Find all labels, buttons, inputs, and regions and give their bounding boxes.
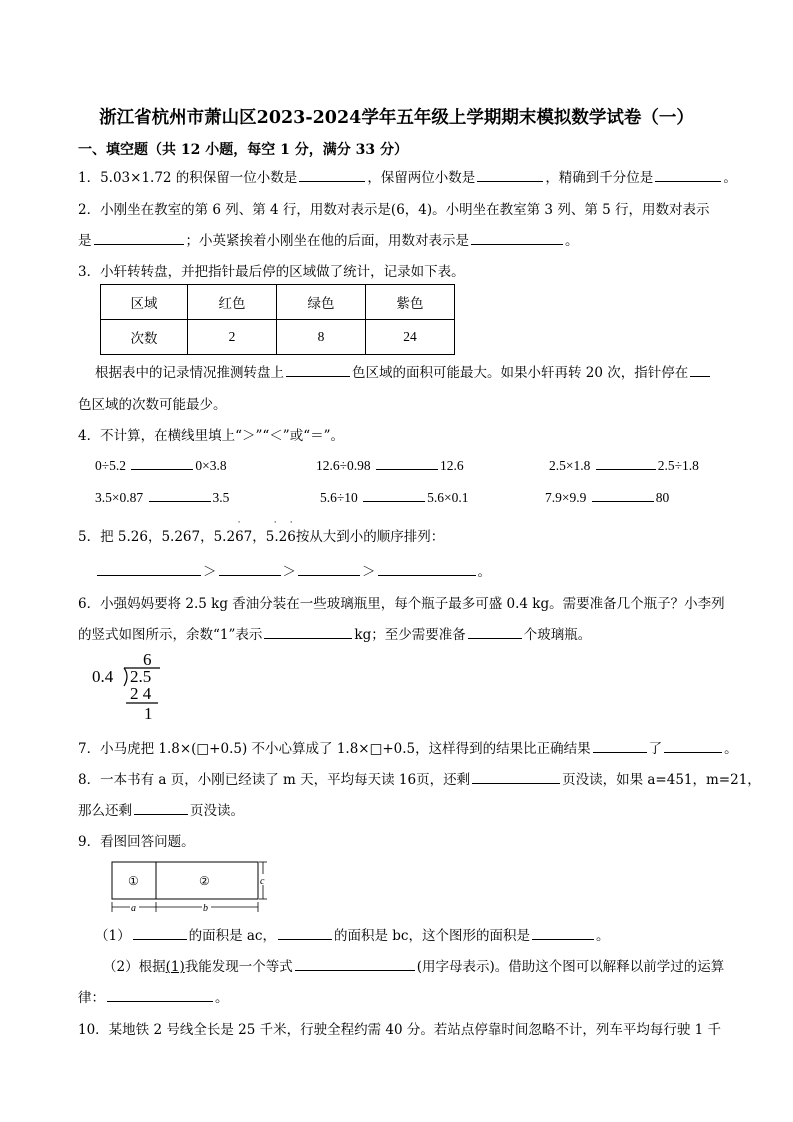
compare-left: 0÷5.2 <box>95 458 127 473</box>
q7-text: 7．小马虎把 1.8×(□+0.5) 不小心算成了 1.8×□+0.5，这样得到的结果比正确结果 <box>78 741 591 757</box>
table-cell: 8 <box>277 320 366 355</box>
question-5 <box>78 518 445 545</box>
answer-blank[interactable] <box>664 738 722 753</box>
question-6-line1: 6．小强妈妈要将 2.5 kg 香油分装在一些玻璃瓶里，每个瓶子最多可盛 0.4 kg。需要准备几个瓶子？小李列 <box>78 596 725 612</box>
q8-text: 页没读，如果 a=451，m=21， <box>562 772 761 788</box>
compare-left: 3.5×0.87 <box>95 490 144 505</box>
q8-text: 页没读。 <box>190 803 244 819</box>
q9-text: 律： <box>78 990 105 1006</box>
question-9-part2 <box>103 955 724 975</box>
q9-text: 。 <box>596 928 610 944</box>
table-cell: 次数 <box>101 320 188 355</box>
table-header-cell: 红色 <box>188 285 277 320</box>
label-a: a <box>131 903 136 914</box>
answer-blank[interactable] <box>532 925 594 940</box>
answer-blank[interactable] <box>149 487 211 502</box>
answer-blank[interactable] <box>94 230 184 245</box>
table-row <box>101 320 455 355</box>
answer-blank[interactable] <box>133 925 187 940</box>
q7-text: 。 <box>724 741 738 757</box>
compare-item <box>545 487 669 506</box>
gt-sign: ＞ <box>362 564 376 580</box>
compare-right: 5.6×0.1 <box>427 490 469 505</box>
answer-blank[interactable] <box>376 455 438 470</box>
compare-left: 2.5×1.8 <box>549 458 591 473</box>
page-title: 浙江省杭州市萧山区2023-2024学年五年级上学期期末模拟数学试卷（一） <box>99 108 694 128</box>
question-3-line1 <box>95 361 712 381</box>
compare-left: 7.9×9.9 <box>545 490 587 505</box>
q9-text: (用字母表示)。借助这个图可以解释以前学过的运算 <box>416 959 725 975</box>
decimal-value: 5.26 <box>265 529 296 545</box>
question-10-line1: 10．某地铁 2 号线全长是 25 千米，行驶全程约需 40 分。若站点停靠时间忽略不计，列车平均每行驶 1 千 <box>78 1022 722 1038</box>
q5-text: ， <box>252 529 266 545</box>
answer-blank[interactable] <box>477 167 543 182</box>
compare-item <box>320 487 469 506</box>
table-cell: 2 <box>188 320 277 355</box>
q1-text: ，保留两位小数是 <box>367 170 476 186</box>
q7-text: 了 <box>648 741 663 757</box>
q9-text: 我能发现一个等式 <box>184 959 293 975</box>
question-9-part3 <box>78 986 229 1006</box>
q8-text: 那么还剩 <box>78 803 132 819</box>
question-2-line1: 2．小刚坐在教室的第 6 列、第 4 行，用数对表示是(6，4)。小明坐在教室第 3 列、第 5 行，用数对表示 <box>78 202 710 218</box>
compare-right: 12.6 <box>440 458 464 473</box>
answer-blank[interactable] <box>97 561 201 576</box>
product: 2 4 <box>130 684 152 703</box>
dividend: 2.5 <box>130 667 152 686</box>
q2-text: 是 <box>78 233 92 249</box>
q6-text: 的竖式如图所示，余数“1”表示 <box>78 627 263 643</box>
compare-right: 2.5÷1.8 <box>657 458 699 473</box>
compare-item <box>95 487 229 506</box>
question-6-line2 <box>78 623 591 643</box>
compare-left: 5.6÷10 <box>320 490 358 505</box>
question-8-line1 <box>78 768 761 788</box>
long-division-figure <box>90 648 170 724</box>
question-9-intro: 9．看图回答问题。 <box>78 834 195 850</box>
region-1-label: ① <box>128 874 139 888</box>
compare-left: 12.6÷0.98 <box>316 458 371 473</box>
q1-text: 。 <box>723 170 737 186</box>
answer-blank[interactable] <box>278 925 332 940</box>
repeating-decimal <box>213 518 253 545</box>
q1-text: ，精确到千分位是 <box>545 170 654 186</box>
q1-text: 1．5.03×1.72 的积保留一位小数是 <box>78 170 298 186</box>
repeat-dot: · <box>237 518 241 528</box>
question-1 <box>78 166 737 186</box>
answer-blank[interactable] <box>468 624 522 639</box>
question-3-intro: 3．小轩转转盘，并把指针最后停的区域做了统计，记录如下表。 <box>78 264 465 280</box>
division-bracket <box>124 668 127 686</box>
answer-blank[interactable] <box>378 561 476 576</box>
question-9-part1 <box>95 924 610 944</box>
region-2-label: ② <box>199 874 210 888</box>
answer-blank[interactable] <box>592 487 654 502</box>
answer-blank[interactable] <box>107 987 213 1002</box>
table-row <box>101 285 455 320</box>
compare-item <box>316 455 464 474</box>
compare-item <box>95 455 227 474</box>
repeat-dot: · <box>273 518 277 528</box>
table-header-cell: 紫色 <box>366 285 455 320</box>
q5-text: 按从大到小的顺序排列： <box>295 529 445 545</box>
answer-blank[interactable] <box>596 455 656 470</box>
q3-text: 根据表中的记录情况推测转盘上 <box>95 365 284 381</box>
q9-ref: (1) <box>165 959 185 975</box>
table-header-cell: 区域 <box>101 285 188 320</box>
answer-blank[interactable] <box>295 956 415 971</box>
answer-blank[interactable] <box>655 167 721 182</box>
label-b: b <box>203 903 208 914</box>
table-cell: 24 <box>366 320 455 355</box>
q9-text: （1） <box>95 928 131 944</box>
answer-blank[interactable] <box>134 800 188 815</box>
gt-sign: ＞ <box>282 564 296 580</box>
table-header-cell: 绿色 <box>277 285 366 320</box>
q2-text: ；小英紧挨着小刚坐在他的后面，用数对表示是 <box>185 233 469 249</box>
label-c: c <box>260 876 265 887</box>
rectangle-figure <box>104 858 274 914</box>
question-3-line2: 色区域的次数可能最少。 <box>78 397 227 413</box>
compare-right: 80 <box>655 490 670 505</box>
q9-text: 。 <box>215 990 229 1006</box>
answer-blank[interactable] <box>593 738 647 753</box>
q9-text: 的面积是 bc，这个图形的面积是 <box>334 928 530 944</box>
gt-sign: ＞ <box>203 564 217 580</box>
q6-text: kg；至少需要准备 <box>354 627 466 643</box>
answer-blank[interactable] <box>298 561 360 576</box>
q5-text: 5．把 5.26，5.267， <box>78 529 214 545</box>
repeating-decimal <box>265 518 296 545</box>
compare-right: 3.5 <box>212 490 230 505</box>
answer-blank[interactable] <box>690 362 710 377</box>
answer-blank[interactable] <box>363 487 425 502</box>
question-7 <box>78 737 738 757</box>
repeat-dot: · <box>289 518 293 528</box>
section-heading: 一、填空题（共 12 小题，每空 1 分，满分 33 分） <box>78 142 408 158</box>
q3-text: 色区域的面积可能最大。如果小轩再转 20 次，指针停在 <box>352 365 689 381</box>
q6-text: 个玻璃瓶。 <box>523 627 592 643</box>
q9-text: 的面积是 ac， <box>188 928 276 944</box>
question-2-line2 <box>78 229 579 249</box>
decimal-value: 5.267 <box>213 529 253 545</box>
q2-text: 。 <box>565 233 579 249</box>
q5-text: 。 <box>477 564 491 580</box>
answer-blank[interactable] <box>286 362 350 377</box>
q8-text: 8．一本书有 a 页，小刚已经读了 m 天，平均每天读 16页，还剩 <box>78 772 471 788</box>
answer-blank[interactable] <box>219 561 281 576</box>
question-5-answer <box>95 560 491 580</box>
divisor: 0.4 <box>92 667 114 686</box>
question-4-intro: 4．不计算，在横线里填上“＞”“＜”或“＝”。 <box>78 428 344 444</box>
answer-blank[interactable] <box>471 230 563 245</box>
answer-blank[interactable] <box>264 624 352 639</box>
answer-blank[interactable] <box>472 769 560 784</box>
compare-item <box>549 455 699 474</box>
compare-right: 0×3.8 <box>195 458 227 473</box>
remainder: 1 <box>144 704 153 723</box>
q9-text: （2）根据 <box>103 959 166 975</box>
quotient: 6 <box>143 650 152 669</box>
answer-blank[interactable] <box>131 455 193 470</box>
answer-blank[interactable] <box>299 167 365 182</box>
spin-stats-table <box>100 284 455 355</box>
question-8-line2 <box>78 799 244 819</box>
